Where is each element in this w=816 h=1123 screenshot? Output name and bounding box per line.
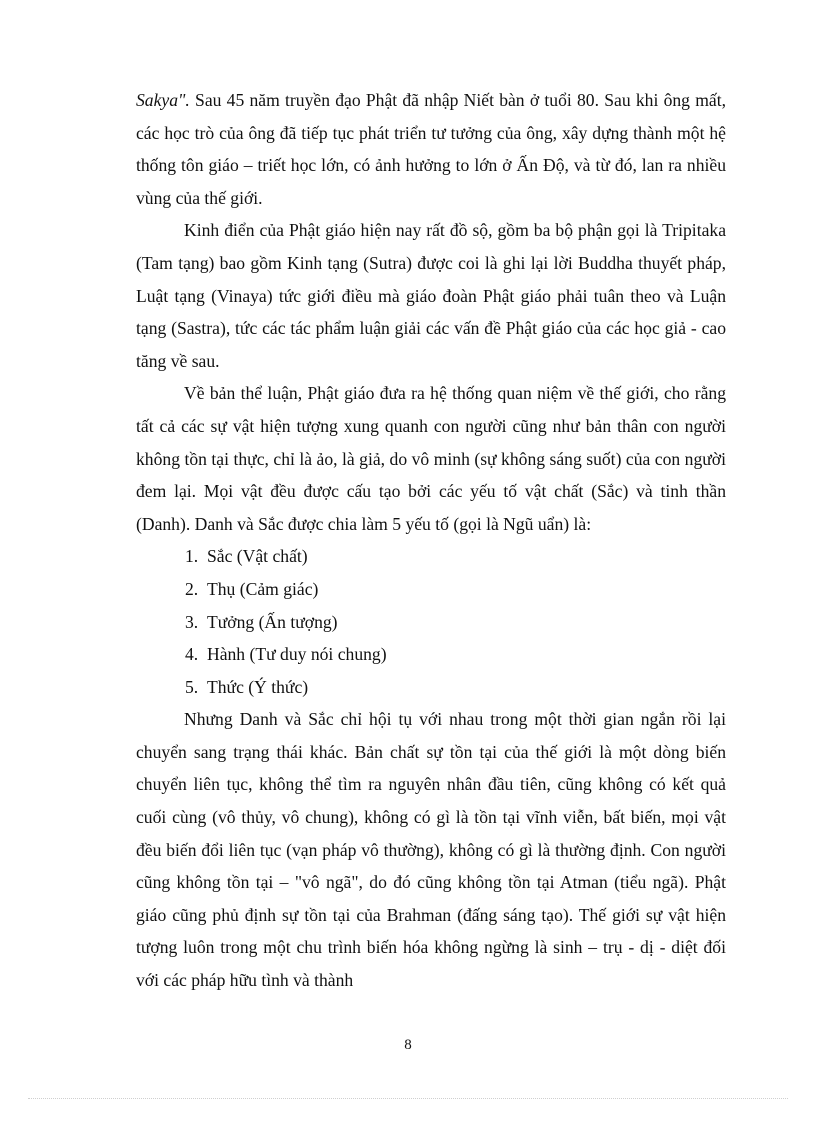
paragraph-2: Kinh điển của Phật giáo hiện nay rất đồ sộ, gồm ba bộ phận gọi là Tripitaka (Tam tạng) bao gồm Kinh tạng (Sutra) được coi là ghi lại lời Buddha thuyết pháp, Luật tạng (Vinaya) tức giới điều mà giáo đoàn Phật giáo phải tuân theo và Luận tạng (Sastra), tức các tác phẩm luận giải các vấn đề Phật giáo của các học giả - cao tăng về sau. bbox=[136, 220, 726, 371]
paragraph-3: Về bản thể luận, Phật giáo đưa ra hệ thống quan niệm về thế giới, cho rằng tất cả các sự vật hiện tượng xung quanh con người cũng như bản thân con người không tồn tại thực, chỉ là ảo, là giả, do vô minh (sự không sáng suốt) của con người đem lại. Mọi vật đều được cấu tạo bởi các yếu tố vật chất (Sắc) và tinh thần (Danh). Danh và Sắc được chia làm 5 yếu tố (gọi là Ngũ uẩn) là: bbox=[136, 383, 726, 534]
document-body bbox=[136, 84, 726, 997]
page-divider bbox=[28, 1098, 788, 1099]
paragraph-1-text: Sau 45 năm truyền đạo Phật đã nhập Niết bàn ở tuổi 80. Sau khi ông mất, các học trò của ông đã tiếp tục phát triển tư tưởng của ông, xây dựng thành một hệ thống tôn giáo – triết học lớn, có ảnh hưởng to lớn ở Ấn Độ, và từ đó, lan ra nhiều vùng của thế giới. bbox=[136, 90, 726, 208]
list-item bbox=[185, 606, 726, 639]
list-number: 1. bbox=[185, 546, 199, 567]
five-aggregates-list bbox=[136, 540, 726, 703]
list-item bbox=[185, 671, 726, 704]
list-item bbox=[185, 540, 726, 573]
list-text: Sắc (Vật chất) bbox=[207, 546, 308, 567]
list-number: 5. bbox=[185, 676, 199, 697]
italic-quote: Sakya". bbox=[136, 90, 190, 110]
list-text: Hành (Tư duy nói chung) bbox=[207, 644, 387, 665]
list-text: Tưởng (Ấn tượng) bbox=[207, 611, 338, 632]
list-item bbox=[185, 638, 726, 671]
list-number: 4. bbox=[185, 644, 199, 665]
list-item bbox=[185, 573, 726, 606]
list-text: Thức (Ý thức) bbox=[207, 676, 309, 697]
paragraph-4: Nhưng Danh và Sắc chỉ hội tụ với nhau trong một thời gian ngắn rồi lại chuyển sang trạng thái khác. Bản chất sự tồn tại của thế giới là một dòng biến chuyển liên tục, không thể tìm ra nguyên nhân đầu tiên, cũng không có kết quả cuối cùng (vô thủy, vô chung), không có gì là tồn tại vĩnh viễn, bất biến, mọi vật đều biến đổi liên tục (vạn pháp vô thường), không có gì là thường định. Con người cũng không tồn tại – "vô ngã", do đó cũng không tồn tại Atman (tiểu ngã). Phật giáo cũng phủ định sự tồn tại của Brahman (đấng sáng tạo). Thế giới sự vật hiện tượng luôn trong một chu trình biến hóa không ngừng là sinh – trụ - dị - diệt đối với các pháp hữu tình và thành bbox=[136, 709, 726, 991]
paragraph-1 bbox=[136, 84, 726, 214]
list-number: 2. bbox=[185, 578, 199, 599]
list-text: Thụ (Cảm giác) bbox=[207, 578, 319, 599]
list-number: 3. bbox=[185, 611, 199, 632]
page-number: 8 bbox=[404, 1037, 412, 1053]
